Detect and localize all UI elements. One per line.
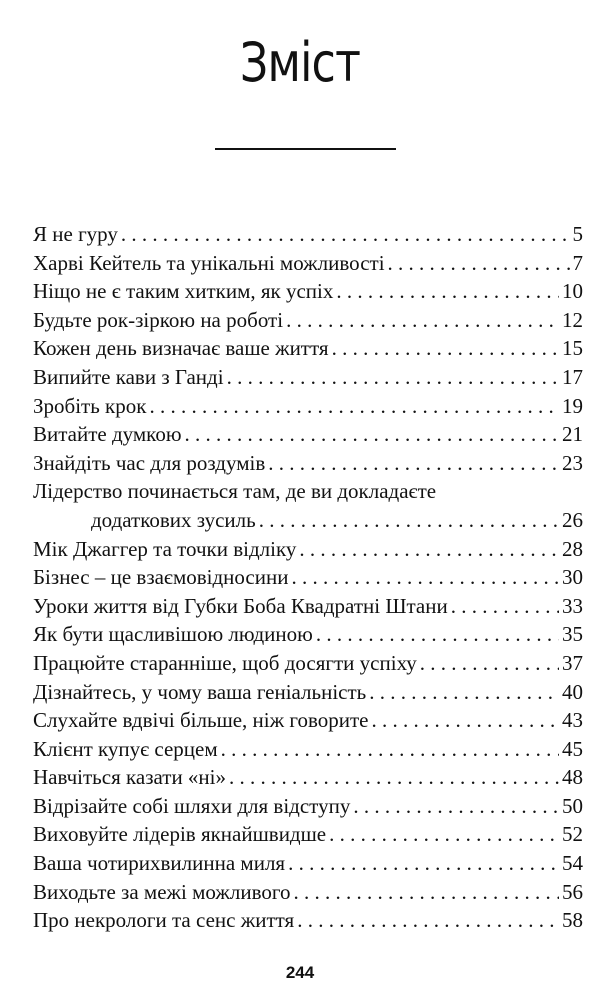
dot-leader: [299, 535, 559, 564]
toc-entry-title: Навчіться казати «ні»: [33, 765, 226, 790]
page-title: Зміст: [239, 31, 361, 94]
toc-entry-title: Кожен день визначає ваше життя: [33, 336, 329, 361]
toc-entry-page: 58: [562, 908, 583, 933]
dot-leader: [227, 363, 559, 392]
toc-entry-page: 19: [562, 393, 583, 418]
toc-entry-page: 12: [562, 307, 583, 332]
dot-leader: [229, 763, 559, 792]
page-number: 244: [285, 963, 315, 982]
toc-entry-title: Ваша чотирихвилинна миля: [33, 851, 286, 876]
dot-leader: [388, 249, 570, 278]
toc-entry-title: Витайте думкою: [33, 422, 182, 447]
toc-entry[interactable]: [33, 449, 583, 478]
toc-entry-page: 26: [562, 507, 583, 532]
toc-entry[interactable]: [33, 277, 583, 306]
toc-entry-page: 5: [572, 222, 583, 246]
toc-entry-title: Зробіть крок: [33, 393, 147, 418]
toc-entry[interactable]: [33, 763, 583, 792]
toc-entry[interactable]: [33, 306, 583, 335]
toc-entry[interactable]: [33, 735, 583, 764]
toc-entry[interactable]: [33, 392, 583, 421]
toc-entry-page: 54: [562, 851, 583, 876]
toc-entry-page: 43: [562, 708, 583, 733]
toc-entry[interactable]: [33, 563, 583, 592]
toc-entry-title: Харві Кейтель та унікальні можливості: [33, 250, 385, 275]
dot-leader: [286, 306, 559, 335]
toc-entry-page: 15: [562, 336, 583, 361]
toc-entry-page: 28: [562, 536, 583, 561]
dot-leader: [316, 620, 559, 649]
toc-entry-page: 7: [572, 250, 583, 275]
title-divider: [215, 148, 396, 150]
toc-entry-page: 35: [562, 622, 583, 647]
toc-entry-page: 48: [562, 765, 583, 790]
toc-entry[interactable]: [33, 592, 583, 621]
toc-entry-page: 45: [562, 736, 583, 761]
toc-entry-page: 30: [562, 565, 583, 590]
dot-leader: [259, 506, 559, 535]
toc-entry-title: Відрізайте собі шляхи для відступу: [33, 793, 351, 818]
toc-entry-title: Як бути щасливішою людиною: [33, 622, 313, 647]
toc-entry-title: Слухайте вдвічі більше, ніж говорите: [33, 708, 369, 733]
dot-leader: [121, 220, 570, 249]
dot-leader: [332, 334, 559, 363]
toc-entry-title: Виховуйте лідерів якнайшвидше: [33, 822, 327, 847]
dot-leader: [288, 849, 559, 878]
toc-entry-title: Дізнайтесь, у чому ваша геніальність: [33, 679, 367, 704]
dot-leader: [221, 735, 559, 764]
toc-entry-multiline-second[interactable]: [33, 506, 583, 535]
dot-leader: [420, 649, 559, 678]
toc-entry-title: Знайдіть час для роздумів: [33, 450, 266, 475]
toc-entry[interactable]: [33, 849, 583, 878]
dot-leader: [149, 392, 559, 421]
toc-entry-page: 23: [562, 450, 583, 475]
toc-entry-title: Я не гуру: [33, 222, 118, 246]
toc-entry-page: 52: [562, 822, 583, 847]
dot-leader: [329, 820, 559, 849]
toc-entry-multiline-first[interactable]: [33, 477, 583, 506]
toc-entry-title: Уроки життя від Губки Боба Квадратні Штани: [33, 593, 448, 618]
toc-entry-title: Клієнт купує серцем: [33, 736, 218, 761]
toc-entry[interactable]: [33, 706, 583, 735]
toc-entry[interactable]: [33, 878, 583, 907]
table-of-contents: [33, 220, 583, 935]
toc-entry-page: 33: [562, 593, 583, 618]
toc-entry[interactable]: [33, 620, 583, 649]
dot-leader: [372, 706, 560, 735]
toc-entry[interactable]: [33, 792, 583, 821]
toc-entry-title: Про некрологи та сенс життя: [33, 908, 295, 933]
toc-entry[interactable]: [33, 420, 583, 449]
toc-entry-title: Будьте рок-зіркою на роботі: [33, 307, 284, 332]
toc-entry[interactable]: [33, 820, 583, 849]
toc-entry[interactable]: [33, 535, 583, 564]
dot-leader: [185, 420, 559, 449]
toc-entry-page: 37: [562, 650, 583, 675]
toc-entry[interactable]: [33, 649, 583, 678]
toc-entry[interactable]: [33, 249, 583, 278]
dot-leader: [369, 678, 559, 707]
toc-entry[interactable]: [33, 334, 583, 363]
dot-leader: [297, 906, 559, 935]
toc-entry-title: Мік Джаггер та точки відліку: [33, 536, 297, 561]
toc-entry-title: Випийте кави з Ганді: [33, 364, 224, 389]
toc-entry[interactable]: [33, 363, 583, 392]
toc-entry-title: Лідерство починається там, де ви докладаєте: [33, 479, 437, 504]
toc-entry[interactable]: [33, 220, 583, 249]
dot-leader: [268, 449, 559, 478]
toc-entry[interactable]: [33, 906, 583, 935]
toc-entry-page: 56: [562, 879, 583, 904]
toc-entry-page: 40: [562, 679, 583, 704]
toc-entry-page: 50: [562, 793, 583, 818]
dot-leader: [451, 592, 559, 621]
toc-entry-title: Ніщо не є таким хитким, як успіх: [33, 279, 334, 304]
toc-entry-title: Працюйте старанніше, щоб досягти успіху: [33, 650, 417, 675]
toc-entry-title: Бізнес – це взаємовідносини: [33, 565, 289, 590]
toc-entry-page: 10: [562, 279, 583, 304]
dot-leader: [353, 792, 559, 821]
toc-entry[interactable]: [33, 678, 583, 707]
dot-leader: [291, 563, 559, 592]
toc-entry-page: 17: [562, 364, 583, 389]
toc-entry-page: 21: [562, 422, 583, 447]
toc-entry-title: Виходьте за межі можливого: [33, 879, 291, 904]
toc-entry-title-continued: додаткових зусиль: [91, 507, 256, 532]
dot-leader: [293, 878, 559, 907]
dot-leader: [336, 277, 559, 306]
